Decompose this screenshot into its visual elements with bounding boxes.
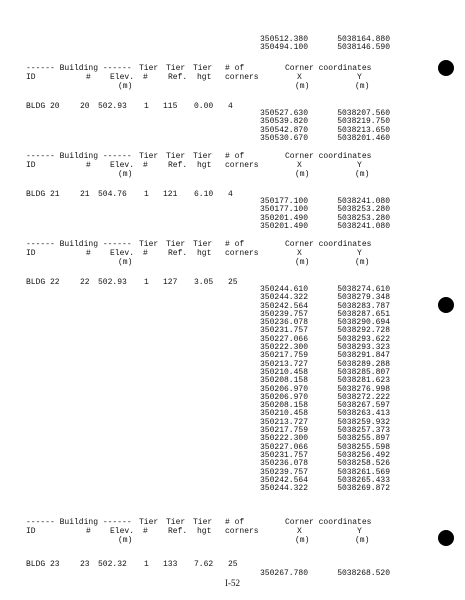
header-tier: Tier (139, 152, 159, 161)
coord-x: 350244.322 (260, 293, 309, 303)
header-corners: corners (225, 249, 259, 258)
header-corners: corners (225, 73, 259, 82)
coord-y: 5038289.288 (337, 359, 390, 369)
header-corners: corners (225, 161, 259, 170)
coord-y: 5038258.526 (337, 459, 390, 469)
header-elev-unit: (m) (118, 536, 133, 545)
header-elev-unit: (m) (118, 170, 133, 179)
tier-height: 7.62 (194, 560, 214, 569)
page-number: I-52 (225, 578, 240, 588)
coord-y: 5038256.492 (337, 450, 390, 460)
header-y-unit: (m) (355, 170, 370, 179)
tier-height: 0.00 (194, 102, 214, 111)
coordinate-row (260, 44, 390, 52)
header-elev: Elev. (110, 249, 135, 258)
header-corner-coordinates: Corner coordinates (285, 240, 372, 249)
coord-y: 5038267.597 (337, 401, 390, 411)
header-corner-coordinates: Corner coordinates (285, 64, 372, 73)
coord-y: 5038283.787 (337, 301, 390, 311)
tier-number: 1 (144, 102, 149, 111)
header-y: Y (357, 249, 362, 258)
coord-x: 350217.759 (260, 351, 309, 361)
coordinate-row (260, 223, 390, 231)
coord-x: 350236.078 (260, 318, 309, 328)
coord-x: 350236.078 (260, 459, 309, 469)
top-coordinates (260, 36, 390, 53)
header-id: ID (26, 73, 36, 82)
header-id: ID (26, 527, 36, 536)
header-tier: Tier (139, 518, 159, 527)
corner-coordinates-list (260, 286, 390, 493)
header-tier-num: # (143, 73, 148, 82)
header-num-of: # of (225, 240, 245, 249)
coord-y: 5038292.728 (337, 326, 390, 336)
header-tier: Tier (166, 240, 186, 249)
header-x-unit: (m) (295, 170, 310, 179)
header-ref: Ref. (168, 73, 188, 82)
header-elev-unit: (m) (118, 82, 133, 91)
coord-y: 5038213.650 (337, 125, 390, 135)
header-x: X (297, 249, 302, 258)
header-tier: Tier (193, 518, 213, 527)
coord-x: 350542.870 (260, 125, 309, 135)
coord-y: 5038263.413 (337, 409, 390, 419)
header-tier: Tier (166, 518, 186, 527)
header-elev-unit: (m) (118, 258, 133, 267)
building-id: BLDG 23 (26, 560, 60, 569)
header-ref: Ref. (168, 161, 188, 170)
header-building-group: ------ Building ------ (26, 240, 132, 249)
tier-number: 1 (144, 560, 149, 569)
header-y-unit: (m) (355, 258, 370, 267)
header-id: ID (26, 161, 36, 170)
header-x-unit: (m) (295, 82, 310, 91)
header-ref: Ref. (168, 249, 188, 258)
coord-x: 350539.820 (260, 117, 309, 127)
building-number: 21 (80, 190, 90, 199)
header-id: ID (26, 249, 36, 258)
header-num-of: # of (225, 152, 245, 161)
coord-y: 5038272.222 (337, 392, 390, 402)
tier-reference: 115 (163, 102, 178, 111)
coord-y: 5038276.998 (337, 384, 390, 394)
header-ref: Ref. (168, 527, 188, 536)
coord-y: 5038287.651 (337, 309, 390, 319)
building-number: 20 (80, 102, 90, 111)
coord-x: 350239.757 (260, 467, 309, 477)
coordinate-row (260, 135, 390, 143)
tier-number: 1 (144, 278, 149, 287)
header-x: X (297, 73, 302, 82)
building-id: BLDG 20 (26, 102, 60, 111)
coord-x: 350210.458 (260, 367, 309, 377)
header-elev: Elev. (110, 73, 135, 82)
header-tier: Tier (166, 64, 186, 73)
tier-height: 3.05 (194, 278, 214, 287)
header-building-num: # (86, 249, 91, 258)
header-x: X (297, 161, 302, 170)
coord-x: 350217.759 (260, 426, 309, 436)
coord-y: 5038274.610 (337, 285, 390, 294)
corner-coordinates-list (260, 110, 390, 143)
coord-y: 5038290.694 (337, 318, 390, 328)
header-tier: Tier (139, 64, 159, 73)
coord-y: 5038207.560 (337, 109, 390, 118)
tier-reference: 133 (163, 560, 178, 569)
coord-x: 350530.670 (260, 133, 309, 143)
coord-y: 5038285.807 (337, 367, 390, 377)
header-elev: Elev. (110, 161, 135, 170)
header-elev: Elev. (110, 527, 135, 536)
header-tier: Tier (193, 152, 213, 161)
coord-y: 5038164.880 (337, 35, 390, 44)
header-num-of: # of (225, 518, 245, 527)
header-tier: Tier (139, 240, 159, 249)
header-y-unit: (m) (355, 82, 370, 91)
header-x-unit: (m) (295, 536, 310, 545)
coord-y: 5038255.897 (337, 434, 390, 444)
coord-y: 5038261.569 (337, 467, 390, 477)
coord-y: 5038146.590 (337, 43, 390, 53)
coord-x: 350512.380 (260, 35, 309, 44)
header-x: X (297, 527, 302, 536)
building-id: BLDG 21 (26, 190, 60, 199)
building-elevation: 504.76 (98, 190, 127, 199)
punch-hole-bottom (438, 530, 454, 546)
coord-x: 350206.970 (260, 384, 309, 394)
coord-x: 350267.780 (260, 569, 309, 578)
coord-y: 5038269.872 (337, 484, 390, 494)
header-building-group: ------ Building ------ (26, 152, 132, 161)
coord-x: 350177.100 (260, 197, 309, 206)
building-id: BLDG 22 (26, 278, 60, 287)
header-building-num: # (86, 527, 91, 536)
punch-hole-top (438, 60, 454, 76)
building-number: 23 (80, 560, 90, 569)
header-y-unit: (m) (355, 536, 370, 545)
header-building-group: ------ Building ------ (26, 64, 132, 73)
coord-x: 350242.564 (260, 475, 309, 485)
building-number: 22 (80, 278, 90, 287)
header-tier: Tier (193, 64, 213, 73)
coord-y: 5038219.750 (337, 117, 390, 127)
coord-x: 350201.490 (260, 213, 309, 223)
building-elevation: 502.93 (98, 102, 127, 111)
coord-y: 5038241.080 (337, 221, 390, 231)
header-y: Y (357, 161, 362, 170)
coord-x: 350201.490 (260, 221, 309, 231)
coord-x: 350213.727 (260, 359, 309, 369)
coord-x: 350239.757 (260, 309, 309, 319)
coord-x: 350208.158 (260, 376, 309, 386)
header-y: Y (357, 527, 362, 536)
header-corners: corners (225, 527, 259, 536)
coord-x: 350494.100 (260, 43, 309, 53)
header-hgt: hgt (197, 161, 212, 170)
coord-x: 350222.300 (260, 434, 309, 444)
coord-y: 5038241.080 (337, 197, 390, 206)
coord-y: 5038253.280 (337, 205, 390, 215)
header-tier: Tier (193, 240, 213, 249)
building-elevation: 502.32 (98, 560, 127, 569)
coordinate-row (260, 485, 390, 493)
coord-x: 350227.066 (260, 334, 309, 344)
tier-reference: 127 (163, 278, 178, 287)
header-tier: Tier (166, 152, 186, 161)
coord-x: 350177.100 (260, 205, 309, 215)
coord-y: 5038268.520 (337, 569, 390, 578)
coord-x: 350244.610 (260, 285, 309, 294)
coord-y: 5038293.622 (337, 334, 390, 344)
header-building-num: # (86, 73, 91, 82)
corner-count: 25 (228, 278, 238, 287)
coord-y: 5038259.932 (337, 417, 390, 427)
corner-coordinates-list (260, 198, 390, 231)
corner-count: 4 (228, 190, 233, 199)
tier-reference: 121 (163, 190, 178, 199)
header-tier-num: # (143, 527, 148, 536)
coord-y: 5038293.323 (337, 343, 390, 353)
coord-y: 5038257.373 (337, 426, 390, 436)
coord-y: 5038265.433 (337, 475, 390, 485)
coord-x: 350206.970 (260, 392, 309, 402)
coord-x: 350244.322 (260, 484, 309, 494)
header-corner-coordinates: Corner coordinates (285, 152, 372, 161)
tier-height: 6.10 (194, 190, 214, 199)
coord-y: 5038281.623 (337, 376, 390, 386)
coord-x: 350242.564 (260, 301, 309, 311)
coord-y: 5038279.348 (337, 293, 390, 303)
header-building-num: # (86, 161, 91, 170)
coord-y: 5038291.847 (337, 351, 390, 361)
coord-y: 5038255.598 (337, 442, 390, 452)
coord-x: 350527.630 (260, 109, 309, 118)
coord-x: 350231.757 (260, 326, 309, 336)
coord-y: 5038201.460 (337, 133, 390, 143)
header-hgt: hgt (197, 527, 212, 536)
punch-hole-middle (438, 297, 454, 313)
coord-x: 350231.757 (260, 450, 309, 460)
building-elevation: 502.93 (98, 278, 127, 287)
header-tier-num: # (143, 249, 148, 258)
header-hgt: hgt (197, 249, 212, 258)
header-y: Y (357, 73, 362, 82)
corner-count: 4 (228, 102, 233, 111)
header-tier-num: # (143, 161, 148, 170)
header-hgt: hgt (197, 73, 212, 82)
header-corner-coordinates: Corner coordinates (285, 518, 372, 527)
header-num-of: # of (225, 64, 245, 73)
coord-x: 350222.300 (260, 343, 309, 353)
tier-number: 1 (144, 190, 149, 199)
header-building-group: ------ Building ------ (26, 518, 132, 527)
coord-x: 350227.066 (260, 442, 309, 452)
corner-count: 25 (228, 560, 238, 569)
coord-x: 350213.727 (260, 417, 309, 427)
header-x-unit: (m) (295, 258, 310, 267)
coord-x: 350208.158 (260, 401, 309, 411)
coord-y: 5038253.280 (337, 213, 390, 223)
coord-x: 350210.458 (260, 409, 309, 419)
